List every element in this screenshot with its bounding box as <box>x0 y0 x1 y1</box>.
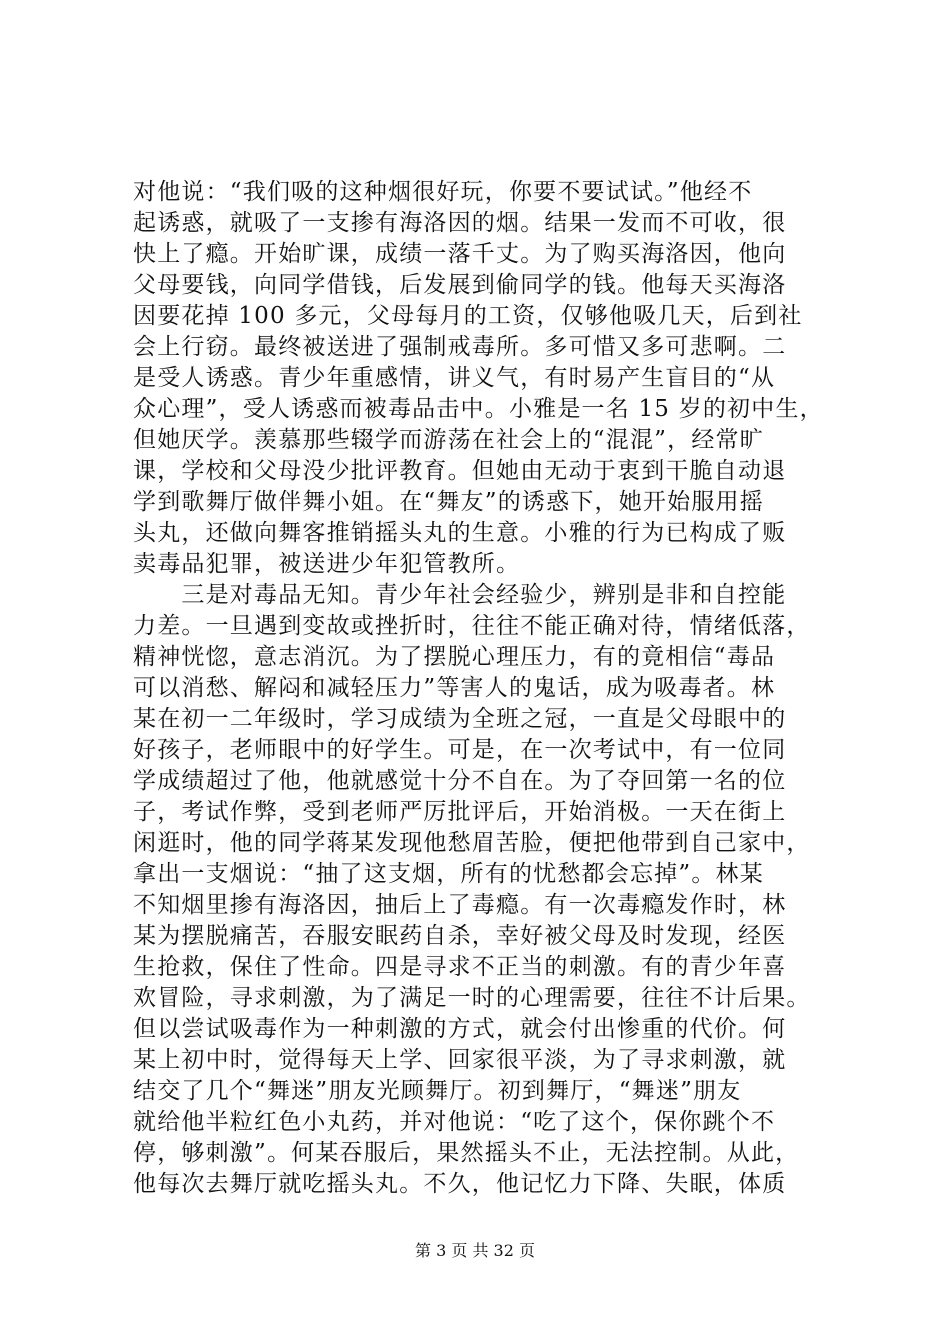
text-line: 好孩子，老师眼中的好学生。可是，在一次考试中，有一位同 <box>133 737 787 763</box>
text-line: 是受人诱惑。青少年重感情，讲义气，有时易产生盲目的“从 <box>133 365 776 391</box>
text-line: 三是对毒品无知。青少年社会经验少，辨别是非和自控能 <box>133 582 787 608</box>
text-line: 快上了瘾。开始旷课，成绩一落千丈。为了购买海洛因，他向 <box>133 241 787 267</box>
page-footer: 第 3 页 共 32 页 <box>415 1241 535 1260</box>
text-line: 子，考试作弊，受到老师严厉批评后，开始消极。一天在街上 <box>133 799 787 825</box>
text-line: 他每次去舞厅就吃摇头丸。不久，他记忆力下降、失眠，体质 <box>133 1171 787 1197</box>
text-line: 因要花掉 100 多元，父母每月的工资，仅够他吸几天，后到社 <box>133 303 803 329</box>
text-line: 结交了几个“舞迷”朋友光顾舞厅。初到舞厅，“舞迷”朋友 <box>133 1078 742 1104</box>
text-line: 起诱惑，就吸了一支掺有海洛因的烟。结果一发而不可收，很 <box>133 210 787 236</box>
text-line: 力差。一旦遇到变故或挫折时，往往不能正确对待，情绪低落， <box>133 613 811 639</box>
text-line: 卖毒品犯罪，被送进少年犯管教所。 <box>133 551 521 577</box>
text-line: 会上行窃。最终被送进了强制戒毒所。多可惜又多可悲啊。二 <box>133 334 787 360</box>
text-line: 对他说：“我们吸的这种烟很好玩，你要不要试试。”他经不 <box>133 179 753 205</box>
text-line: 但她厌学。羡慕那些辍学而游荡在社会上的“混混”，经常旷 <box>133 427 764 453</box>
text-line: 欢冒险，寻求刺激，为了满足一时的心理需要，往往不计后果。 <box>133 985 811 1011</box>
text-line: 课，学校和父母没少批评教育。但她由无动于衷到干脆自动退 <box>133 458 787 484</box>
text-line: 某上初中时，觉得每天上学、回家很平淡，为了寻求刺激，就 <box>133 1047 787 1073</box>
text-line: 闲逛时，他的同学蒋某发现他愁眉苦脸，便把他带到自己家中， <box>133 830 811 856</box>
text-line: 生抢救，保住了性命。四是寻求不正当的刺激。有的青少年喜 <box>133 954 787 980</box>
text-line: 众心理”，受人诱惑而被毒品击中。小雅是一名 15 岁的初中生， <box>133 396 824 422</box>
text-line: 某为摆脱痛苦，吞服安眠药自杀，幸好被父母及时发现，经医 <box>133 923 787 949</box>
text-line: 拿出一支烟说：“抽了这支烟，所有的忧愁都会忘掉”。林某 <box>133 861 764 887</box>
text-line: 精神恍惚，意志消沉。为了摆脱心理压力，有的竟相信“毒品 <box>133 644 776 670</box>
text-line: 头丸，还做向舞客推销摇头丸的生意。小雅的行为已构成了贩 <box>133 520 787 546</box>
text-line: 但以尝试吸毒作为一种刺激的方式，就会付出惨重的代价。何 <box>133 1016 787 1042</box>
text-line: 学到歌舞厅做伴舞小姐。在“舞友”的诱惑下，她开始服用摇 <box>133 489 764 515</box>
body-text <box>133 177 833 1200</box>
text-line: 父母要钱，向同学借钱，后发展到偷同学的钱。他每天买海洛 <box>133 272 787 298</box>
text-line: 停，够刺激”。何某吞服后，果然摇头不止，无法控制。从此， <box>133 1140 800 1166</box>
text-line: 就给他半粒红色小丸药，并对他说：“吃了这个，保你跳个不 <box>133 1109 776 1135</box>
text-line: 不知烟里掺有海洛因，抽后上了毒瘾。有一次毒瘾发作时，林 <box>133 892 787 918</box>
text-line: 学成绩超过了他，他就感觉十分不自在。为了夺回第一名的位 <box>133 768 787 794</box>
text-line: 某在初一二年级时，学习成绩为全班之冠，一直是父母眼中的 <box>133 706 787 732</box>
text-line: 可以消愁、解闷和减轻压力”等害人的鬼话，成为吸毒者。林 <box>133 675 776 701</box>
